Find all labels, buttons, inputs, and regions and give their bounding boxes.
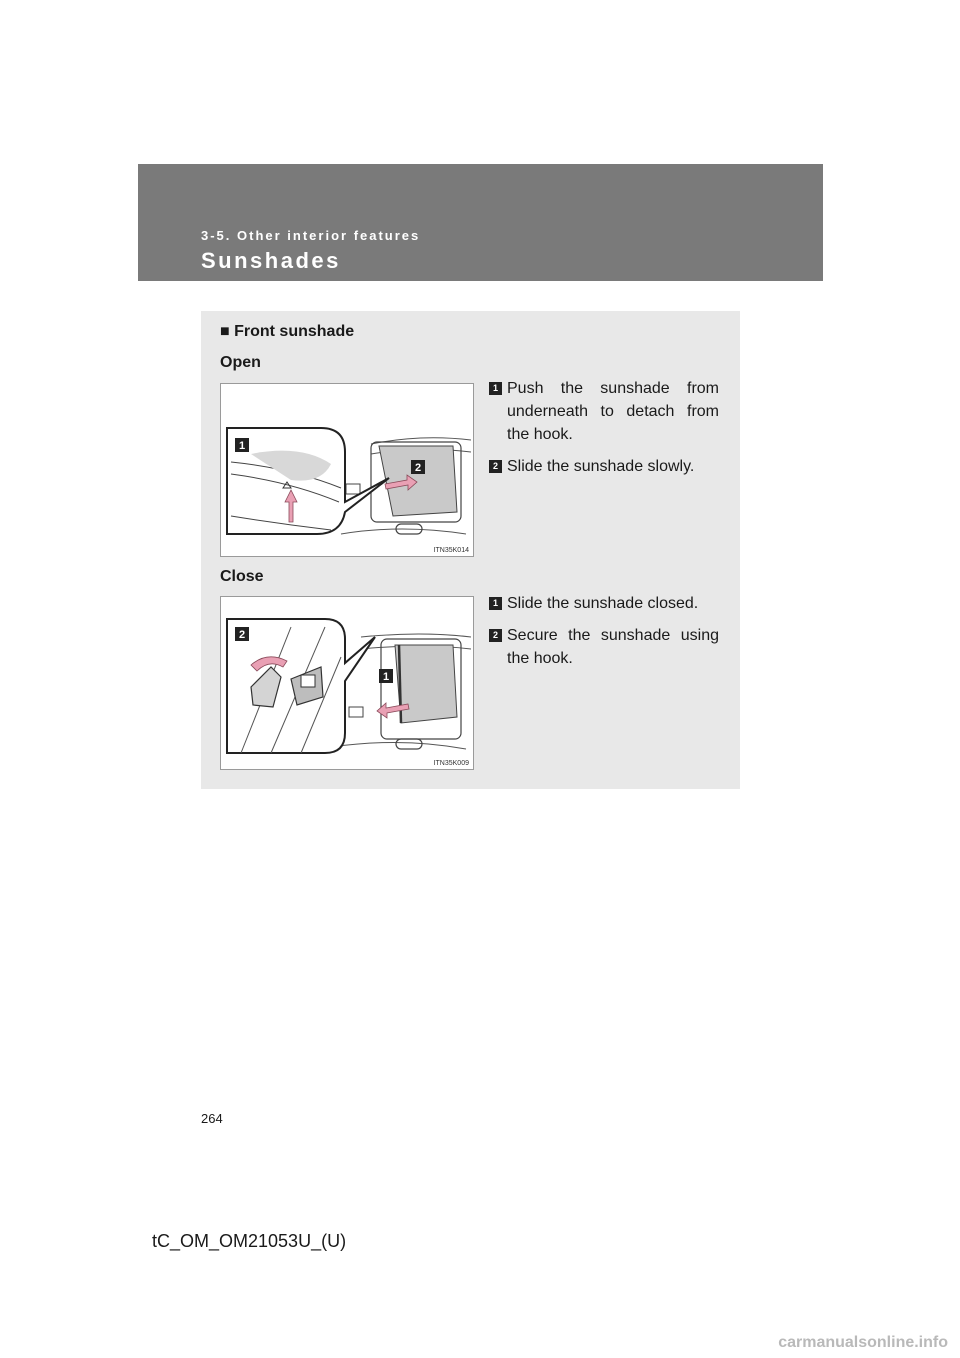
- open-step-1: [489, 377, 719, 446]
- close-label: Close: [220, 568, 264, 585]
- close-illustration-drawing: [221, 597, 473, 769]
- close-callout-2-label: 2: [238, 629, 246, 641]
- open-illustration-drawing: [221, 384, 473, 556]
- watermark: carmanualsonline.info: [778, 1334, 948, 1351]
- page-number: 264: [201, 1111, 223, 1126]
- page-title: Sunshades: [201, 248, 341, 273]
- open-step-2: [489, 455, 719, 478]
- step-number-badge: 1: [489, 597, 502, 610]
- close-figure-code: ITN35K009: [433, 760, 469, 767]
- step-number-badge: 2: [489, 460, 502, 473]
- document-code: tC_OM_OM21053U_(U): [152, 1231, 347, 1251]
- open-steps: [489, 377, 719, 487]
- step-number-badge: 2: [489, 629, 502, 642]
- close-step-1-text: Slide the sunshade closed.: [507, 595, 699, 612]
- content-panel: [201, 311, 740, 789]
- open-label: Open: [220, 354, 261, 371]
- close-steps: [489, 592, 719, 679]
- open-callout-1-label: 1: [238, 440, 246, 452]
- open-step-2-text: Slide the sunshade slowly.: [507, 458, 695, 475]
- close-step-1: [489, 592, 719, 615]
- open-illustration: [220, 383, 474, 557]
- close-step-2: [489, 624, 719, 670]
- close-callout-1-label: 1: [382, 671, 390, 683]
- subsection-title: ■ Front sunshade: [220, 323, 355, 340]
- open-figure-code: ITN35K014: [433, 547, 469, 554]
- step-number-badge: 1: [489, 382, 502, 395]
- header-band: [138, 164, 823, 281]
- close-illustration: [220, 596, 474, 770]
- section-label: 3-5. Other interior features: [201, 228, 421, 243]
- open-step-1-text: Push the sunshade from underneath to detach from the hook.: [507, 380, 719, 443]
- open-callout-2-label: 2: [414, 462, 422, 474]
- close-step-2-text: Secure the sunshade using the hook.: [507, 627, 719, 667]
